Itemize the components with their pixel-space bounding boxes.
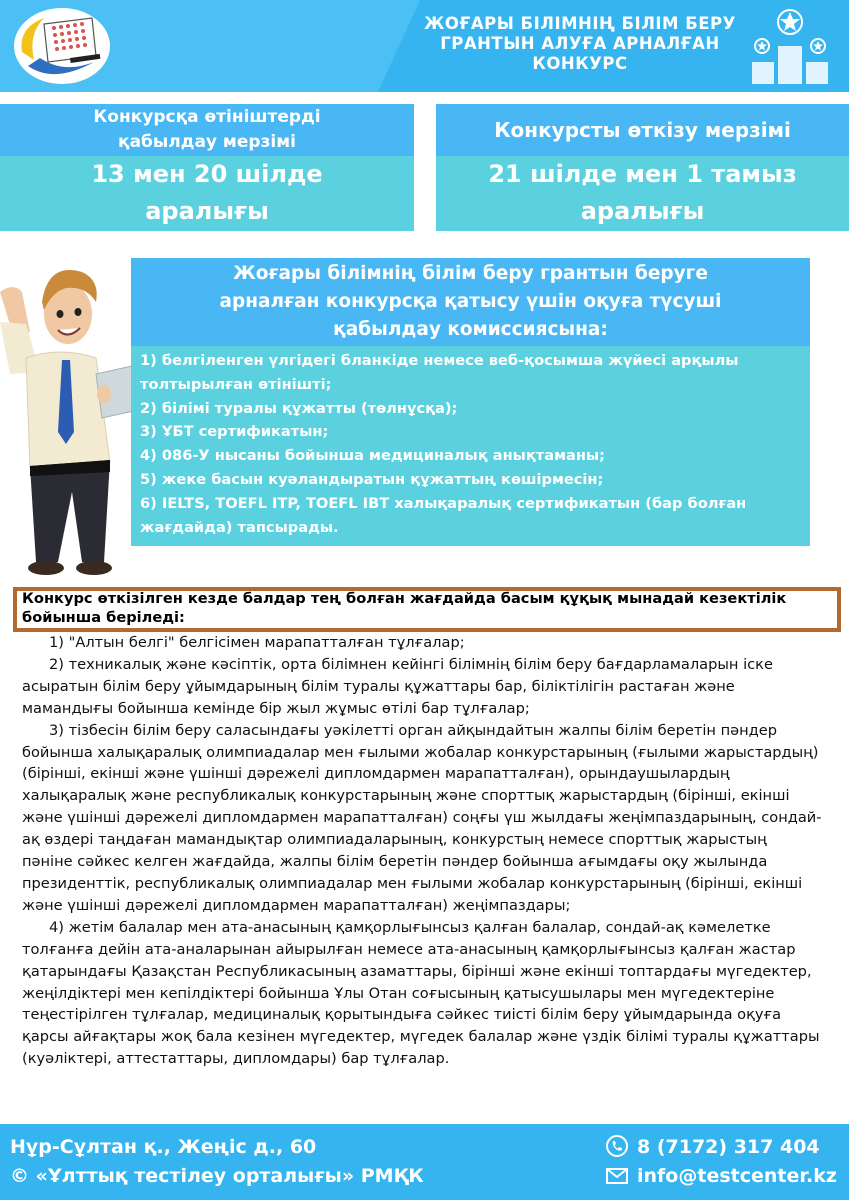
footer-phone-number: 8 (7172) 317 404: [637, 1136, 820, 1158]
header-title-line: ЖОҒАРЫ БІЛІМНІҢ БІЛІМ БЕРУ: [424, 14, 736, 33]
footer-email-address: info@testcenter.kz: [637, 1165, 837, 1187]
phone-icon: [605, 1132, 629, 1162]
footer-organization: © «Ұлттық тестілеу орталығы» РМҚК: [10, 1165, 424, 1187]
envelope-icon: [605, 1161, 629, 1191]
priority-paragraph: 3) тізбесін білім беру саласындағы уәкілетті орган айқындайтын жалпы білім беретін пәндер бойынша халықаралық олимпиадалар мен ғылыми жобалар конкурстарының (ғылыми жарыстардың) (бірінші, екінші және үшінші дәрежелі дипломдармен марапатталған), орындаушылардың халықаралық және республикалық конкурстарының және спорттық жарыстардың (бірінші, екінші және үшінші дәрежелі дипломдармен марапатталған) соңғы үш жылдағы жеңімпаздарының, сондай-ақ өздері таңдаған мамандықтар олимпиадаларының, конкурстың немесе спорттық жарыстың пәніне сәйкес келген жағдайда, жалпы білім беретін пәндер бойынша ағымдағы оқу жылында президенттік, республикалық олимпиадалар мен ғылыми жобалар конкурстарының (бірінші, екінші және үшінші дәрежелі дипломдармен марапатталған) жеңімпаздары;: [22, 721, 822, 914]
contest-period: [436, 156, 849, 231]
header-title: [420, 14, 740, 74]
acceptance-heading-line: Конкурсқа өтініштерді: [93, 107, 321, 127]
presenter-illustration: [0, 262, 140, 592]
priority-paragraph: 2) техникалық және кәсіптік, орта білімнен кейінгі білімнің білім беру бағдарламаларын іске асыратын білім беру ұйымдарының білім туралы құжаттары бар, біліктілігін растаған және мамандығы бойынша кемінде бір жыл жұмыс өтілі бар тұлғалар;: [22, 655, 773, 717]
list-item: 3) ҰБТ сертификатын;: [140, 423, 329, 441]
list-item: 5) жеке басын куәландыратын құжаттың көшірмесін;: [140, 470, 604, 488]
contest-heading: Конкурсты өткізу мерзімі: [436, 104, 849, 156]
acceptance-period-line: аралығы: [145, 197, 269, 225]
acceptance-period: [0, 156, 414, 231]
acceptance-period-line: 13 мен 20 шілде: [91, 160, 323, 188]
list-item: 1) белгіленген үлгідегі бланкіде немесе веб-қосымша жүйесі арқылы толтырылған өтінішті;: [140, 352, 739, 393]
header-title-line: ГРАНТЫН АЛУҒА АРНАЛҒАН: [440, 34, 720, 53]
footer-email[interactable]: [605, 1161, 837, 1191]
list-item: 6) IELTS, TOEFL ITP, TOEFL IBT халықаралық сертификатын (бар болған жағдайда) тапсырады.: [140, 494, 747, 536]
contest-period-line: аралығы: [580, 197, 705, 225]
footer-address: Нұр-Сұлтан қ., Жеңіс д., 60: [10, 1136, 317, 1158]
podium-stars-icon: [748, 6, 832, 86]
testcenter-logo-icon: [14, 8, 110, 84]
commission-heading: [131, 258, 810, 346]
header-title-line: КОНКУРС: [532, 54, 628, 73]
list-item: 4) 086-У нысаны бойынша медициналық анықтаманы;: [140, 447, 605, 465]
commission-heading-line: Жоғары білімнің білім беру грантын беруге: [233, 263, 708, 284]
commission-heading-line: қабылдау комиссиясына:: [333, 319, 608, 340]
contest-period-line: 21 шілде мен 1 тамыз: [488, 160, 797, 188]
commission-heading-line: арналған конкурсқа қатысу үшін оқуға түсуші: [219, 291, 722, 312]
acceptance-heading: [0, 104, 414, 156]
footer-phone[interactable]: [605, 1132, 820, 1162]
priority-paragraph: 1) "Алтын белгі" белгісімен марапатталған тұлғалар;: [49, 634, 465, 651]
commission-document-list: [131, 346, 810, 546]
list-item: 2) білімі туралы құжатты (төлнұсқа);: [140, 399, 458, 417]
acceptance-heading-line: қабылдау мерзімі: [118, 132, 296, 152]
priority-list: [22, 632, 822, 1070]
priority-heading: Конкурс өткізілген кезде балдар тең болған жағдайда басым құқық мынадай кезектілік бойынша беріледі:: [22, 590, 787, 626]
priority-paragraph: 4) жетім балалар мен ата-анасының қамқорлығынсыз қалған балалар, сондай-ақ кәмелетке толғанға дейін ата-аналарынан айырылған немесе ата-анасының қамқорлығынсыз қалған жастар қатарындағы Қазақстан Республикасының азаматтары, бірінші және екінші топтардағы мүгедектер, жеңілдіктері мен кепілдіктері бойынша Ұлы Отан соғысының қатысушылары мен мүгедектеріне теңестірілген тұлғалар, медициналық қорытындыға сәйкес тиісті білім беру ұйымдарында оқуға қарсы айғақтары жоқ бала кезінен мүгедектер, мүгедек балалар және үздік білімі туралы құжаттары (куәліктері, аттестаттары, дипломдары) бар тұлғалар.: [22, 918, 820, 1068]
